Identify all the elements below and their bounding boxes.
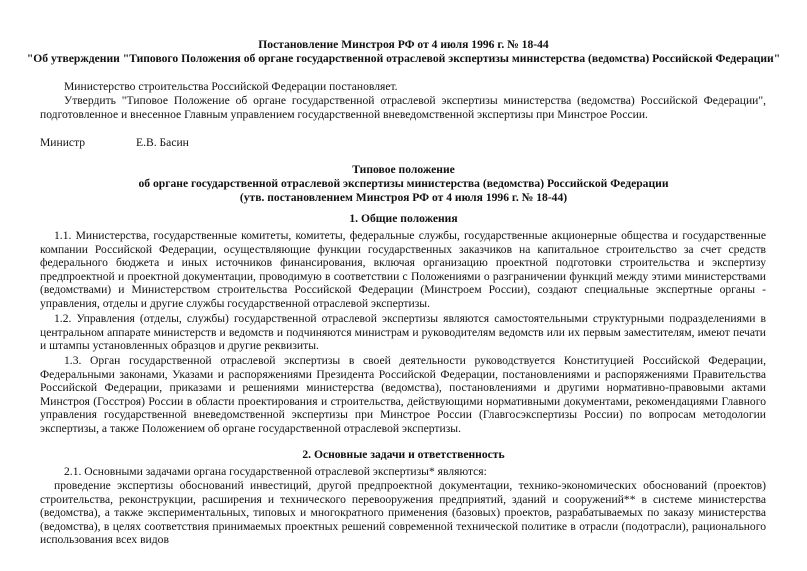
section1-paragraph-1-1: 1.1. Министерства, государственные комитеты, комитеты, федеральные службы, государственные акционерные общества и государственные компании Российской Федерации, осуществляющие функции государственных заказчиков на капитальное строительство за счет средств федерального бюджета и иных источников финансирования, включая организацию проектной подготовки строительства и экспертизу предпроектной и проектной документации, проводимую в соответствии с Положениями о разграничении функций между этими министерствами (ведомствами) и Министерством строительства Российской Федерации (Минстроем России), создают специальные экспертные органы - управления, отделы и другие службы государственной отраслевой экспертизы. [40, 229, 766, 310]
signature-role: Министр [40, 136, 86, 149]
section1-paragraph-1-2: 1.2. Управления (отделы, службы) государственной отраслевой экспертизы являются самостоятельными структурными подразделениями в центральном аппарате министерств и ведомств и подчиняются министрам и руководителям ведомств или их первым заместителям, имеют печати и штампы установленных образцов и другие реквизиты. [40, 312, 766, 353]
doc-title-line1: Типовое положение [352, 163, 455, 176]
preamble-paragraph-1: Министерство строительства Российской Федерации постановляет. [64, 80, 398, 93]
section2-paragraph-2-1: 2.1. Основными задачами органа государственной отраслевой экспертизы* являются: [64, 465, 487, 478]
doc-title-line2: об органе государственной отраслевой экспертизы министерства (ведомства) Российской Федерации [138, 177, 669, 190]
doc-title-line3: (утв. постановлением Минстроя РФ от 4 июля 1996 г. № 18-44) [239, 191, 568, 204]
signature-name: Е.В. Басин [136, 136, 189, 149]
section2-heading: 2. Основные задачи и ответственность [302, 448, 505, 461]
section1-heading: 1. Общие положения [349, 212, 458, 225]
section1-paragraph-1-3: 1.3. Орган государственной отраслевой экспертизы в своей деятельности руководствуется Конституцией Российской Федерации, Федеральными законами, Указами и распоряжениями Президента Российской Федерации, постановлениями и распоряжениями Правительства Российской Федерации, приказами и решениями министерства (ведомства), постановлениями и другими нормативно-правовыми актами Минстроя (Госстроя) России в области проектирования и строительства, действующими нормативными документами, рекомендациями Главного управления государственной вневедомственной экспертизы при Минстрое России (Главгосэкспертизы России) по вопросам методологии экспертизы, а также Положением об органе государственной отраслевой экспертизы. [40, 354, 766, 435]
document-title-line2: "Об утверждении "Типового Положения об органе государственной отраслевой экспертизы министерства (ведомства) Российской Федерации" [26, 52, 781, 65]
document-title-line1: Постановление Минстроя РФ от 4 июля 1996 г. № 18-44 [258, 38, 549, 51]
preamble-paragraph-2: Утвердить "Типовое Положение об органе государственной отраслевой экспертизы министерства (ведомства) Российской Федерации", подготовленное и внесенное Главным управлением государственной вневедомственной экспертизы при Минстрое России. [40, 94, 766, 121]
section2-paragraph-2-1-a: проведение экспертизы обоснований инвестиций, другой предпроектной документации, технико-экономических обоснований (проектов) строительства, реконструкции, расширения и технического перевооружения предприятий, зданий и сооружений** в системе министерства (ведомства), а также экспериментальных, типовых и многократного применения (базовых) проектов, разрабатываемых по заказу министерства (ведомства), в целях соответствия принимаемых проектных решений современной технической политике в отрасли (подотрасли), рационального использования всех видов [40, 479, 766, 547]
